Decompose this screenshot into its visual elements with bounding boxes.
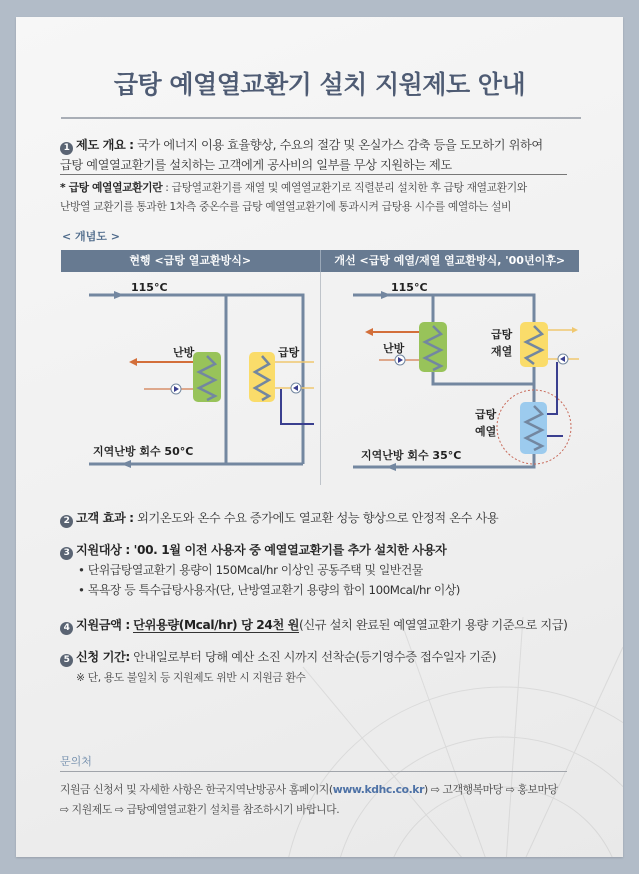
contact-label: 문의처	[60, 755, 92, 768]
section-overview: 1 제도 개요 : 국가 에너지 이용 효율향상, 수요의 절감 및 온실가스 감축 등을 도모하기 위하여	[60, 135, 543, 155]
flow-arrow-icon	[114, 291, 124, 299]
svg-text:지역난방 회수 35°C: 지역난방 회수 35°C	[361, 449, 462, 462]
section-eligibility: 3 지원대상 : '00. 1월 이전 사용자 중 예열열교환기를 추가 설치한 사용자	[60, 540, 446, 560]
section-benefit: 2 고객 효과 : 외기온도와 온수 수요 증가에도 열교환 성능 향상으로 안정적 온수 사용	[60, 508, 498, 528]
homepage-link[interactable]: www.kdhc.co.kr	[332, 783, 425, 796]
svg-text:지역난방 회수 50°C: 지역난방 회수 50°C	[93, 445, 194, 458]
background-decoration	[243, 607, 623, 857]
svg-text:급탕: 급탕	[491, 328, 513, 341]
section-label: 제도 개요 :	[76, 138, 134, 152]
flow-arrow-icon	[121, 460, 131, 468]
flow-arrow-icon	[386, 463, 396, 471]
svg-text:예열: 예열	[475, 425, 497, 438]
svg-text:115°C: 115°C	[391, 281, 428, 294]
note-label: * 급탕 예열열교환기란	[60, 181, 163, 194]
notice-card	[16, 17, 623, 857]
flow-arrow-icon	[381, 291, 391, 299]
diagram-header	[61, 250, 579, 272]
eligibility-bullet: • 목욕장 등 특수급탕사용자(단, 난방열교환기 용량의 합이 100Mcal/hr 이상)	[78, 583, 461, 597]
contact-line1: 지원금 신청서 및 자세한 사항은 한국지역난방공사 홈페이지(www.kdhc.co.kr) ⇨ 고객행복마당 ⇨ 홍보마당	[60, 783, 558, 796]
eligibility-bullet: • 단위급탕열교환기 용량이 150Mcal/hr 이상인 공동주택 및 일반건물	[78, 563, 423, 577]
definition-note-line2: 난방열 교환기를 통과한 1차측 중온수를 급탕 예열열교환기에 통과시켜 급탕용 시수를 예열하는 설비	[60, 200, 512, 213]
current-diagram	[89, 281, 314, 468]
diagram-svg	[61, 272, 579, 485]
svg-text:115°C: 115°C	[131, 281, 168, 294]
section-overview-line2: 급탕 예열열교환기를 설치하는 고객에게 공사비의 일부를 무상 지원하는 제도	[60, 158, 452, 172]
svg-text:급탕: 급탕	[475, 408, 497, 421]
concept-label: < 개념도 >	[62, 230, 120, 243]
svg-text:급탕: 급탕	[278, 346, 300, 359]
number-badge: 1	[60, 142, 73, 155]
svg-text:난방: 난방	[383, 342, 405, 355]
current-method-header: 현행 <급탕 열교환방식>	[61, 250, 321, 272]
contact-divider	[60, 771, 567, 772]
improved-method-header: 개선 <급탕 예열/재열 열교환방식, '00년이후>	[334, 254, 566, 267]
outflow-arrow-icon	[129, 358, 137, 366]
improved-diagram	[353, 281, 579, 471]
title-divider	[61, 117, 581, 119]
contact-line2: ⇨ 지원제도 ⇨ 급탕예열열교환기 설치를 참조하시기 바랍니다.	[60, 803, 340, 816]
definition-note: * 급탕 예열열교환기란 : 급탕열교환기를 재열 및 예열열교환기로 직렬분리 설치한 후 급탕 재열교환기와	[60, 181, 527, 194]
svg-text:재열: 재열	[491, 345, 513, 358]
section-period: 5 신청 기간: 안내일로부터 당해 예산 소진 시까지 선착순(등기영수증 접수일자 기준)	[60, 647, 496, 667]
note-divider	[60, 174, 567, 175]
concept-diagram	[61, 272, 579, 485]
svg-text:난방: 난방	[173, 346, 195, 359]
section-amount: 4 지원금액 : 단위용량(Mcal/hr) 당 24천 원(신규 설치 완료된 예열열교환기 용량 기준으로 지급)	[60, 615, 567, 635]
period-note: ※ 단, 용도 불일치 등 지원제도 위반 시 지원금 환수	[76, 671, 306, 684]
page-title: 급탕 예열열교환기 설치 지원제도 안내	[113, 70, 526, 99]
support-amount: 단위용량(Mcal/hr) 당 24천 원	[133, 618, 300, 632]
